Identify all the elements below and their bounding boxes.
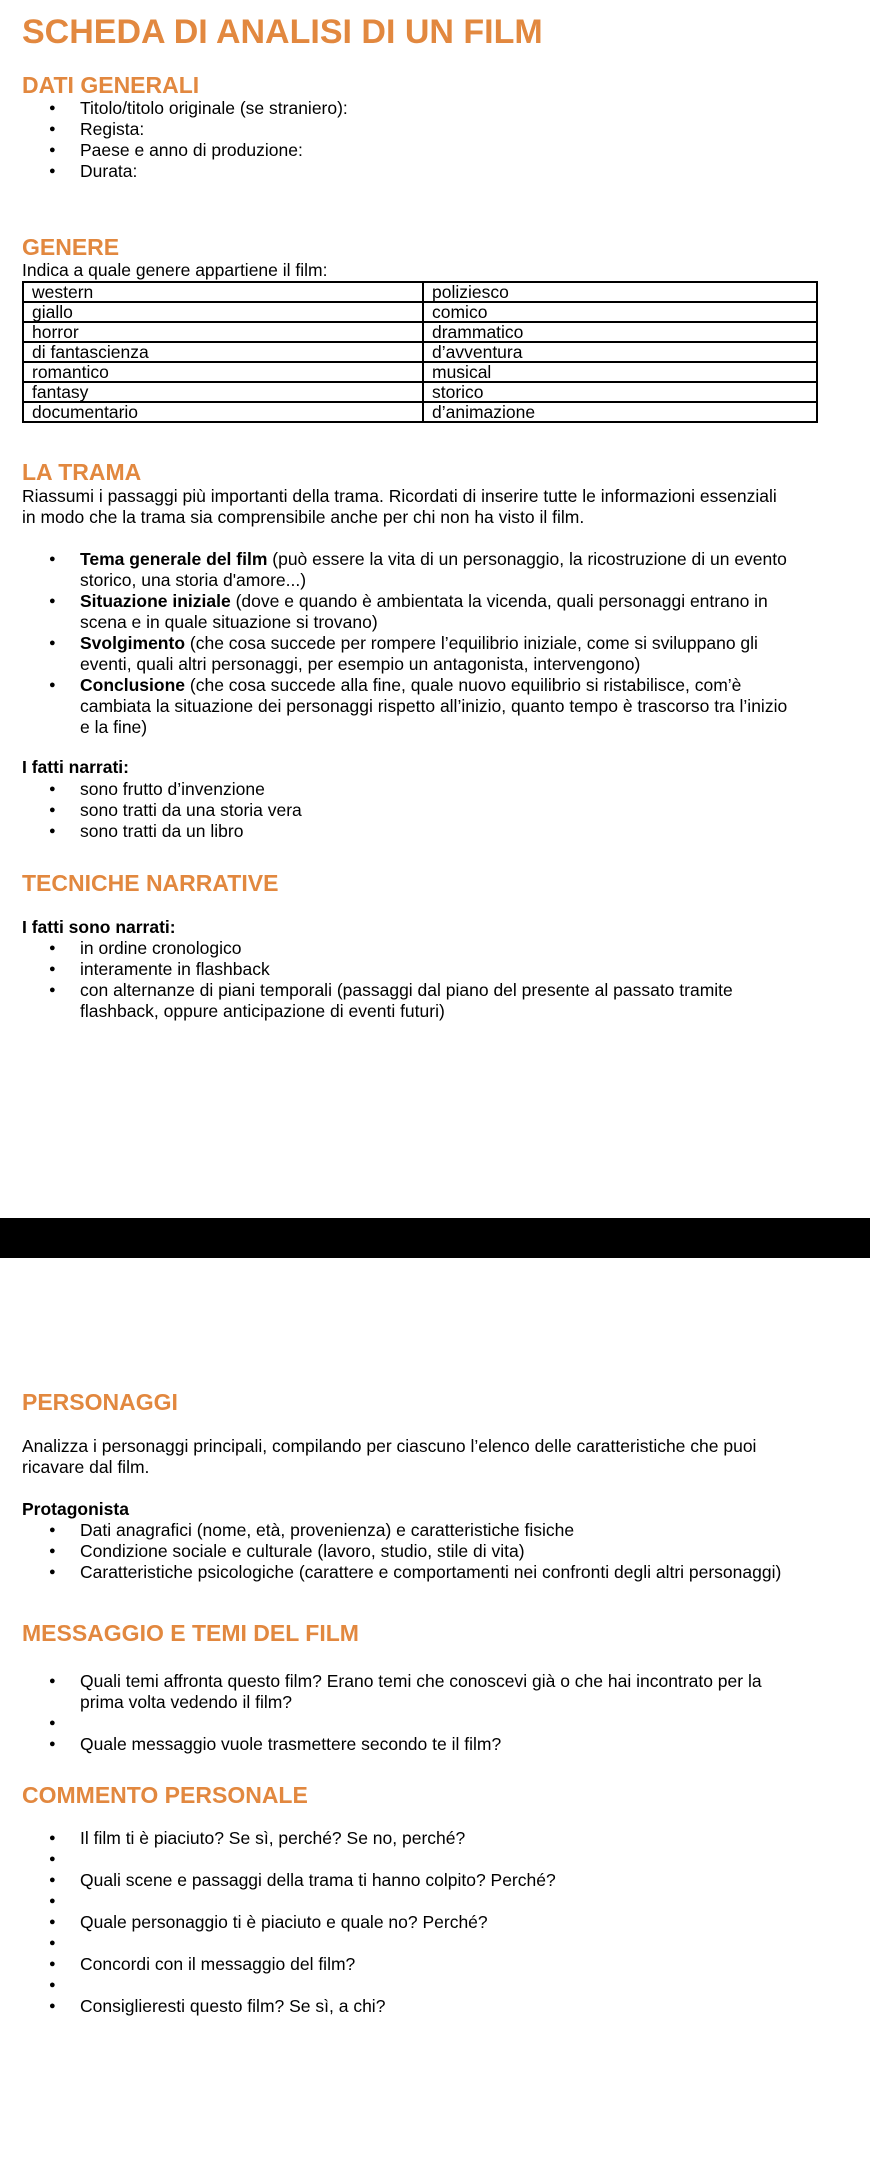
trama-intro-line: in modo che la trama sia comprensibile anche per chi non ha visto il film. <box>22 507 585 527</box>
point-text: (che cosa succede alla fine, quale nuovo equilibrio si ristabilisce, com’è <box>185 675 742 695</box>
table-cell: comico <box>423 302 817 322</box>
table-row <box>23 302 817 322</box>
fatti-narrati-list <box>22 779 822 842</box>
protagonista-list <box>22 1520 822 1583</box>
list-item: ● Condizione sociale e culturale (lavoro, studio, stile di vita) <box>22 1541 822 1562</box>
genere-heading: GENERE <box>22 234 120 260</box>
trama-points <box>22 549 822 738</box>
spacer <box>22 1713 822 1734</box>
table-cell: storico <box>423 382 817 402</box>
point-text: cambiata la situazione dei personaggi rispetto all’inizio, quanto tempo è trascorso tra l’inizio <box>80 696 788 716</box>
list-item: ● Concordi con il messaggio del film? <box>22 1954 822 1975</box>
list-item-text: Quali temi affronta questo film? Erano temi che conoscevi già o che hai incontrato per la <box>80 1671 762 1691</box>
list-item: ● Paese e anno di produzione: <box>22 140 822 161</box>
table-cell: d’animazione <box>423 402 817 422</box>
dati-generali-heading: DATI GENERALI <box>22 72 200 98</box>
page-divider <box>0 1218 870 1258</box>
tecniche-list <box>22 938 822 1022</box>
table-cell: di fantascienza <box>23 342 423 362</box>
fatti-narrati-label: I fatti narrati: <box>22 757 129 777</box>
personaggi-intro <box>22 1436 756 1478</box>
list-item: ● Caratteristiche psicologiche (carattere e comportamenti nei confronti degli altri personaggi) <box>22 1562 822 1583</box>
list-item: ● Regista: <box>22 119 822 140</box>
messaggio-heading: MESSAGGIO E TEMI DEL FILM <box>22 1620 359 1646</box>
messaggio-list <box>22 1671 822 1755</box>
list-item: ● Quale messaggio vuole trasmettere secondo te il film? <box>22 1734 822 1755</box>
list-item: ● Durata: <box>22 161 822 182</box>
spacer <box>22 1891 822 1912</box>
table-cell: documentario <box>23 402 423 422</box>
point-text: (che cosa succede per rompere l’equilibrio iniziale, come si sviluppano gli <box>185 633 758 653</box>
tecniche-heading: TECNICHE NARRATIVE <box>22 870 279 896</box>
table-row <box>23 282 817 302</box>
point-title: Svolgimento <box>80 633 186 653</box>
table-cell: drammatico <box>423 322 817 342</box>
list-item-text: flashback, oppure anticipazione di eventi futuri) <box>80 1001 445 1021</box>
list-item: ● in ordine cronologico <box>22 938 822 959</box>
protagonista-label: Protagonista <box>22 1499 129 1519</box>
table-row <box>23 342 817 362</box>
dati-generali-list <box>22 98 822 182</box>
list-item <box>22 675 822 738</box>
list-item <box>22 980 822 1022</box>
table-cell: d’avventura <box>423 342 817 362</box>
list-item <box>22 1671 822 1713</box>
personaggi-intro-line: ricavare dal film. <box>22 1457 150 1477</box>
list-item <box>22 633 822 675</box>
personaggi-heading: PERSONAGGI <box>22 1389 178 1415</box>
table-cell: fantasy <box>23 382 423 402</box>
commento-list <box>22 1828 822 2017</box>
spacer <box>22 1933 822 1954</box>
point-text: eventi, quali altri personaggi, per esempio un antagonista, intervengono) <box>80 654 641 674</box>
trama-intro <box>22 486 777 528</box>
spacer <box>22 1849 822 1870</box>
list-item: ● sono frutto d’invenzione <box>22 779 822 800</box>
table-row <box>23 362 817 382</box>
list-item-text: prima volta vedendo il film? <box>80 1692 293 1712</box>
point-text: (dove e quando è ambientata la vicenda, quali personaggi entrano in <box>230 591 768 611</box>
point-text: (può essere la vita di un personaggio, la ricostruzione di un evento <box>267 549 787 569</box>
trama-intro-line: Riassumi i passaggi più importanti della trama. Ricordati di inserire tutte le informazioni essenziali <box>22 486 777 506</box>
point-text: e la fine) <box>80 717 148 737</box>
point-title: Conclusione <box>80 675 186 695</box>
list-item: ● interamente in flashback <box>22 959 822 980</box>
point-title: Situazione iniziale <box>80 591 231 611</box>
list-item: ● Dati anagrafici (nome, età, provenienza) e caratteristiche fisiche <box>22 1520 822 1541</box>
commento-heading: COMMENTO PERSONALE <box>22 1782 308 1808</box>
genre-table <box>22 281 818 423</box>
trama-heading: LA TRAMA <box>22 459 142 485</box>
table-row <box>23 322 817 342</box>
list-item: ● Titolo/titolo originale (se straniero): <box>22 98 822 119</box>
personaggi-intro-line: Analizza i personaggi principali, compilando per ciascuno l’elenco delle caratteristiche che puoi <box>22 1436 757 1456</box>
genere-intro: Indica a quale genere appartiene il film: <box>22 260 328 280</box>
point-text: scena e in quale situazione si trovano) <box>80 612 378 632</box>
list-item: ● Quali scene e passaggi della trama ti hanno colpito? Perché? <box>22 1870 822 1891</box>
list-item: ● Il film ti è piaciuto? Se sì, perché? Se no, perché? <box>22 1828 822 1849</box>
list-item: ● sono tratti da un libro <box>22 821 822 842</box>
table-cell: romantico <box>23 362 423 382</box>
table-row <box>23 402 817 422</box>
list-item: ● sono tratti da una storia vera <box>22 800 822 821</box>
list-item <box>22 549 822 591</box>
table-cell: horror <box>23 322 423 342</box>
list-item-text: con alternanze di piani temporali (passaggi dal piano del presente al passato tramite <box>80 980 733 1000</box>
table-cell: western <box>23 282 423 302</box>
list-item: ● Consiglieresti questo film? Se sì, a chi? <box>22 1996 822 2017</box>
page-title: SCHEDA DI ANALISI DI UN FILM <box>22 13 543 51</box>
table-row <box>23 382 817 402</box>
tecniche-label: I fatti sono narrati: <box>22 917 176 937</box>
table-cell: giallo <box>23 302 423 322</box>
spacer <box>22 1975 822 1996</box>
point-text: storico, una storia d'amore...) <box>80 570 307 590</box>
list-item <box>22 591 822 633</box>
point-title: Tema generale del film <box>80 549 268 569</box>
list-item: ● Quale personaggio ti è piaciuto e quale no? Perché? <box>22 1912 822 1933</box>
table-cell: poliziesco <box>423 282 817 302</box>
table-cell: musical <box>423 362 817 382</box>
